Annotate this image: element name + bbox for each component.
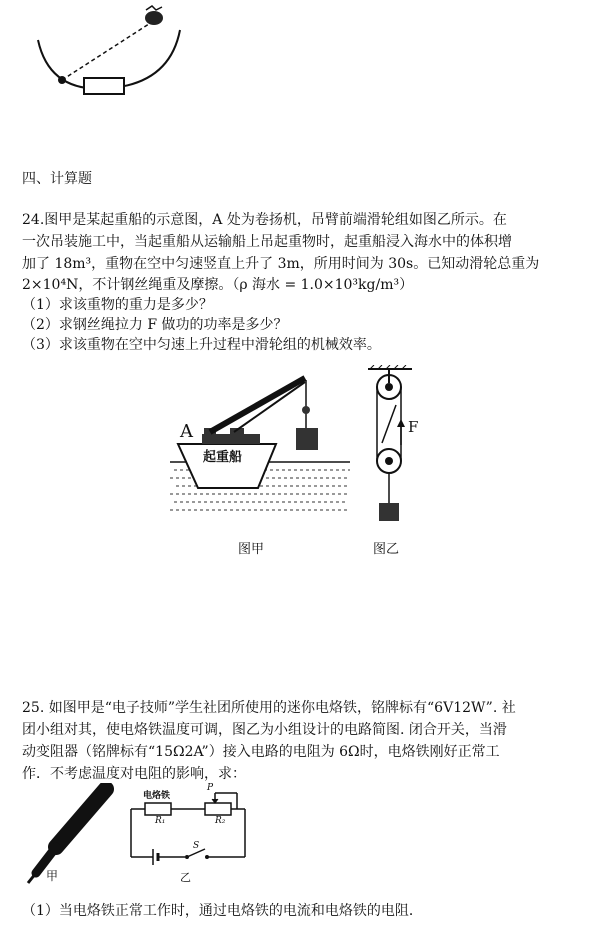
q25-line: 团小组对其，使电烙铁温度可调，图乙为小组设计的电路简图. 闭合开关，当滑 [22, 722, 507, 738]
q24-question-3: （3）求该重物在空中匀速上升过程中滑轮组的机械效率。 [22, 337, 381, 353]
r2-label: R₂ [215, 816, 226, 826]
pulley-system-figure [362, 365, 422, 525]
q24-question-1: （1）求该重物的重力是多少？ [22, 297, 213, 313]
top-bowl-figure [20, 0, 220, 110]
ship-label: 起重船 [203, 450, 243, 465]
p-label: P [207, 783, 214, 793]
q24-line: 2×10⁴N，不计钢丝绳重及摩擦。（ρ 海水 = 1.0×10³kg/m³） [22, 277, 414, 293]
q24-line: 24.图甲是某起重船的示意图，A 处为卷扬机，吊臂前端滑轮组如图乙所示。在 [22, 212, 507, 228]
q25-line: 作．不考虑温度对电阻的影响，求： [22, 766, 246, 782]
caption-iron: 甲 [46, 869, 59, 883]
soldering-iron-figure [22, 783, 122, 893]
caption-circuit: 乙 [180, 871, 191, 884]
section-title: 四、计算题 [22, 171, 92, 187]
crane-ship-figure [170, 370, 350, 520]
caption-fig-a: 图甲 [238, 542, 265, 557]
s-label: S [193, 841, 200, 851]
q24-line: 加了 18m³，重物在空中匀速竖直上升了 3m，所用时间为 30s。已知动滑轮总重为 [22, 256, 540, 272]
force-label: F [408, 418, 419, 436]
q25-question-1: （1）当电烙铁正常工作时，通过电烙铁的电流和电烙铁的电阻． [22, 903, 423, 919]
iron-label: 电烙铁 [143, 791, 171, 801]
q25-line: 25. 如图甲是“电子技师”学生社团所使用的迷你电烙铁，铭牌标有“6V12W”. 社 [22, 700, 516, 716]
q24-question-2: （2）求钢丝绳拉力 F 做功的功率是多少？ [22, 317, 288, 333]
winch-label-a: A [180, 421, 193, 442]
caption-fig-b: 图乙 [373, 542, 400, 557]
r1-label: R₁ [155, 816, 166, 826]
q24-line: 一次吊装施工中，当起重船从运输船上吊起重物时，起重船浸入海水中的体积增 [22, 234, 512, 250]
q25-line: 动变阻器（铭牌标有“15Ω2A”）接入电路的电阻为 6Ω时，电烙铁刚好正常工 [22, 744, 500, 760]
